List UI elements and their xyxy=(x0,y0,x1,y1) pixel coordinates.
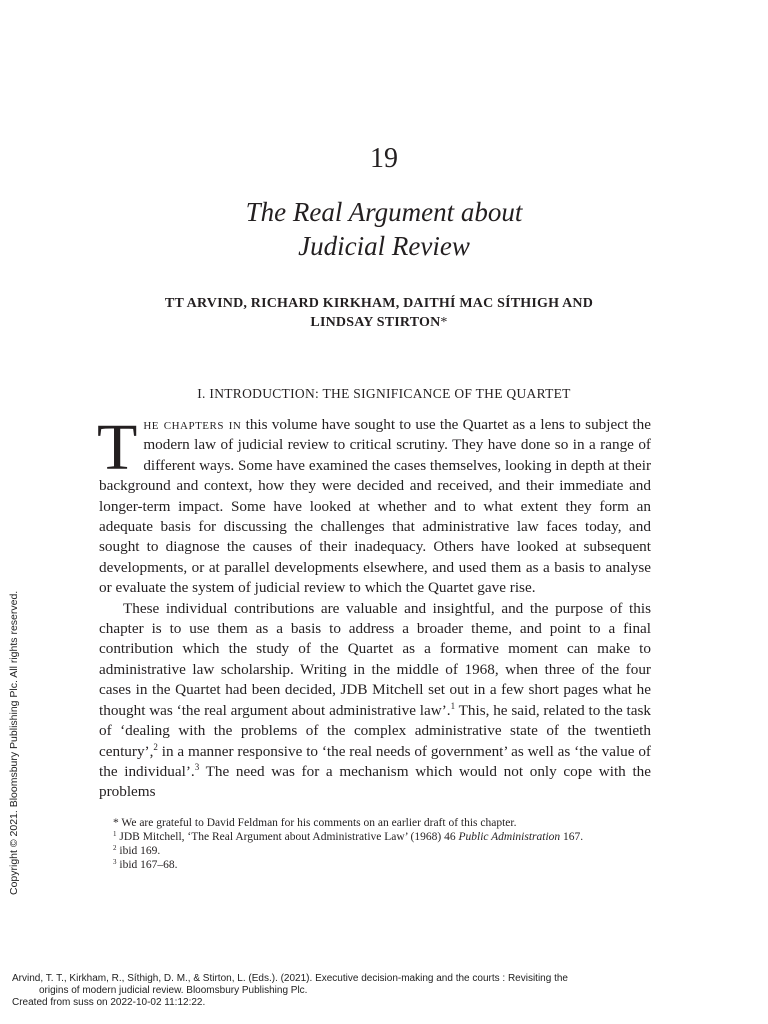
footnote-3-text: ibid 167–68. xyxy=(116,859,178,871)
footnote-3-number: 3 xyxy=(113,858,117,866)
footnote-3 xyxy=(113,858,653,872)
footnote-ref-1[interactable]: 1 xyxy=(450,700,456,711)
citation-footer xyxy=(12,973,752,1009)
authors-line-2-names: LINDSAY STIRTON xyxy=(310,315,441,330)
footnote-2-text: ibid 169. xyxy=(116,845,161,857)
authors-line-1: TT ARVIND, RICHARD KIRKHAM, DAITHÍ MAC SÍTHIGH AND xyxy=(164,296,594,311)
citation-line-1: Arvind, T. T., Kirkham, R., Síthigh, D. M., & Stirton, L. (Eds.). (2021). Executive decision-making and the courts : Revisiting the xyxy=(12,973,568,984)
footnote-ref-3[interactable]: 3 xyxy=(194,761,200,772)
footnote-ref-2[interactable]: 2 xyxy=(153,741,158,752)
chapter-title-line-2: Judicial Review xyxy=(298,231,470,261)
footnote-1-journal: Public Administration xyxy=(458,831,561,843)
paragraph-2-part-1: These individual contributions are valuable and insightful, and the purpose of this chapter is to use them as a basis to address a broader theme, and point to a final contribution which the study of the Quartet as a formative moment can make to administrative law scholarship. Writing in the middle of 1968, when three of the four cases in the Quartet had been decided, JDB Mitchell set out in a few short pages what he thought was ‘the real argument about administrative law’. xyxy=(99,599,651,719)
paragraph-2-part-4: The need was for a mechanism which would not only cope with the problems xyxy=(99,762,651,801)
authors xyxy=(100,294,658,332)
footnote-2-number: 2 xyxy=(113,844,117,852)
footnote-1-end: 167. xyxy=(560,831,584,843)
footnote-star: * We are grateful to David Feldman for his comments on an earlier draft of this chapter. xyxy=(113,817,517,829)
authors-footnote-mark: * xyxy=(440,315,448,330)
paragraph-1 xyxy=(97,411,651,599)
paragraph-2 xyxy=(99,599,651,803)
footnote-1-number: 1 xyxy=(113,830,117,838)
chapter-title xyxy=(0,195,768,263)
paragraph-1-text: this volume have sought to use the Quartet as a lens to subject the modern law of judicial review to critical scrutiny. They have done so in a range of different ways. Some have examined the cases themselves, looking in depth at their background and context, how they were decided and received, and their immediate and longer-term impact. Some have looked at whether and to what extent they form an adequate basis for discussing the challenges that administrative law faces today, and sought to diagnose the causes of their inadequacy. Others have looked at subsequent developments, or at parallel developments elsewhere, and used them as a basis to analyse or evaluate the system of judicial review to which the Quartet gave rise. xyxy=(99,416,651,597)
authors-line-2 xyxy=(100,313,658,332)
body-text xyxy=(97,411,651,803)
section-heading: I. INTRODUCTION: THE SIGNIFICANCE OF THE QUARTET xyxy=(197,386,571,401)
paragraph-2-part-2: This, he said, related to the task of ‘dealing with the problems of the complex administrative state of the twentieth century’, xyxy=(99,701,651,760)
chapter-number: 19 xyxy=(370,143,398,174)
copyright-notice: Copyright © 2021. Bloomsbury Publishing Plc. All rights reserved. xyxy=(8,590,20,895)
paragraph-2-part-3: in a manner responsive to ‘the real needs of government’ as well as ‘the value of the individual’. xyxy=(99,742,651,780)
citation-line-3: Created from suss on 2022-10-02 11:12:22. xyxy=(12,997,206,1008)
footnotes xyxy=(113,816,653,872)
drop-cap: T xyxy=(97,411,138,484)
citation-line-2: origins of modern judicial review. Bloomsbury Publishing Plc. xyxy=(39,985,308,996)
paragraph-1-lead: he chapters in xyxy=(143,416,242,433)
footnote-1 xyxy=(113,830,653,844)
footnote-2 xyxy=(113,844,653,858)
chapter-title-line-1: The Real Argument about xyxy=(245,197,523,227)
footnote-1-text: JDB Mitchell, ‘The Real Argument about Administrative Law’ (1968) 46 xyxy=(116,831,459,843)
